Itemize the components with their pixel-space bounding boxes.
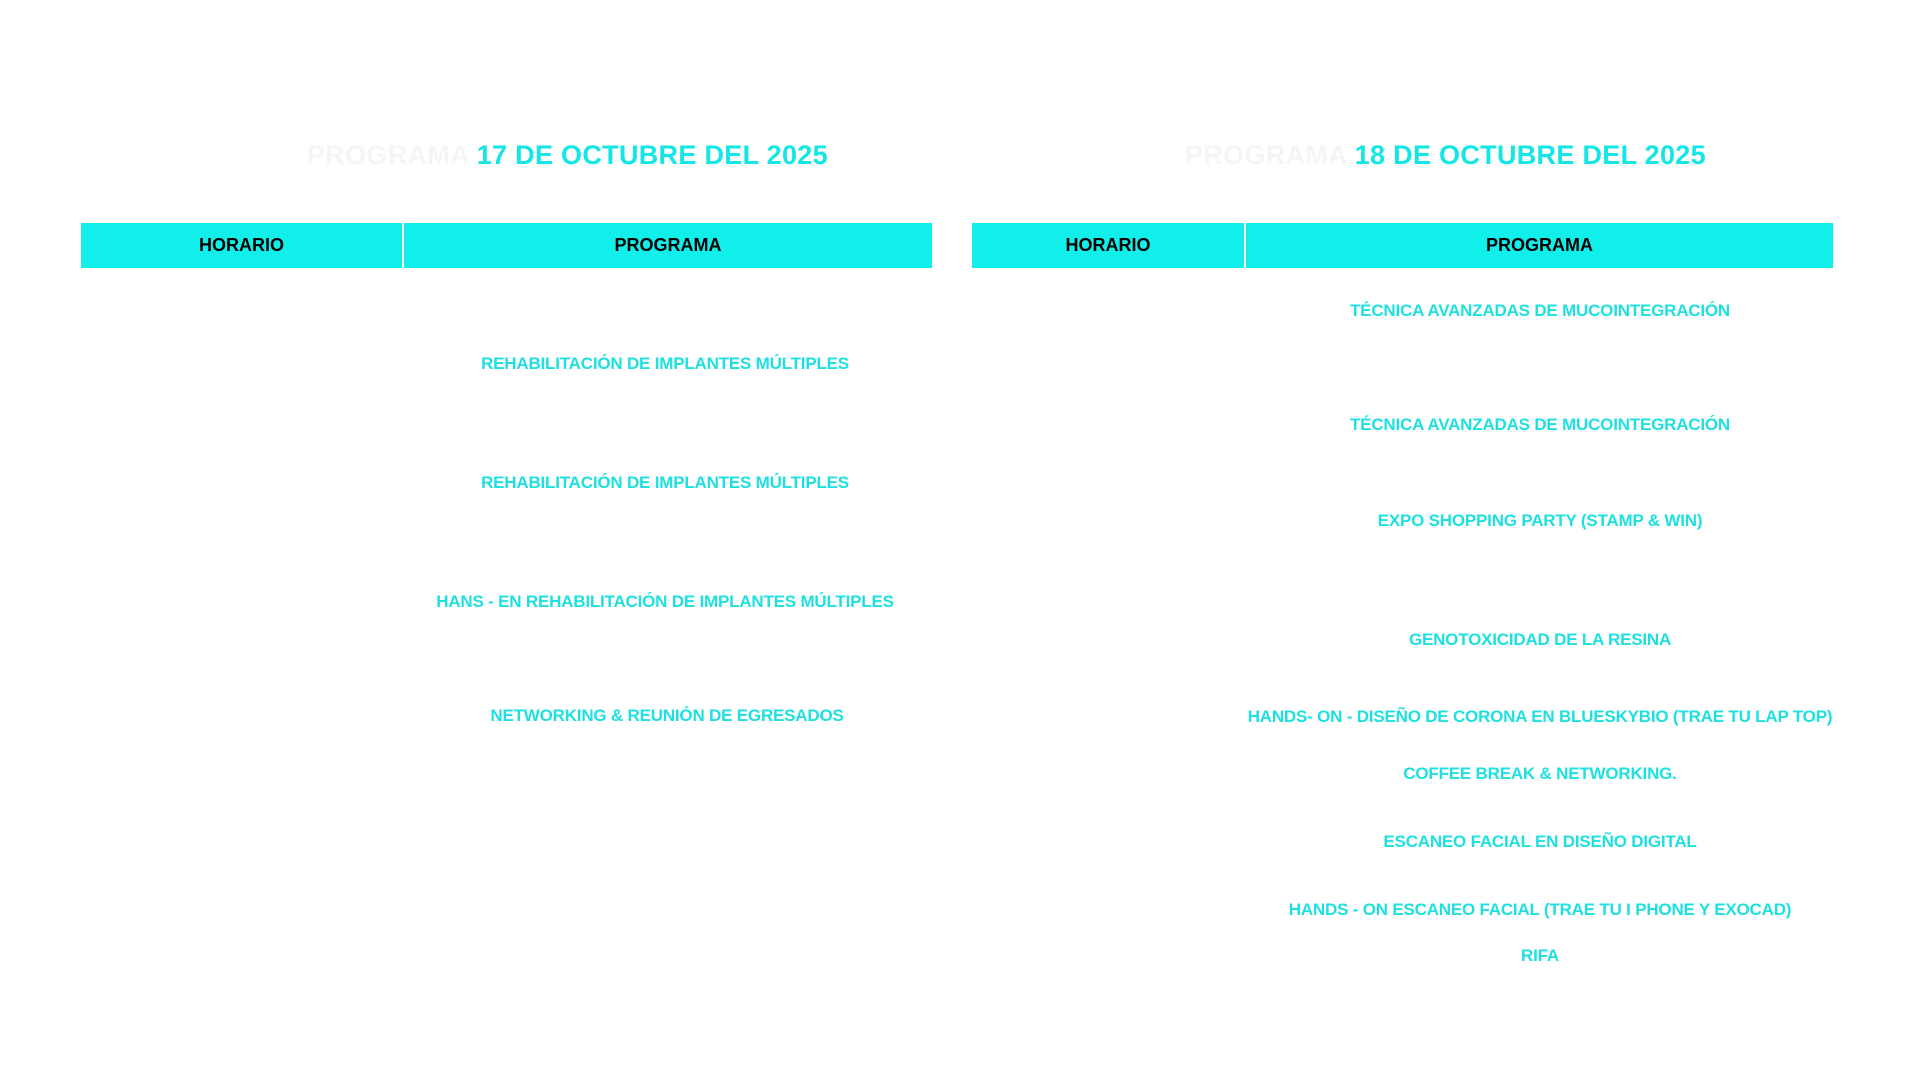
day2-entry: COFFEE BREAK & NETWORKING. [1403, 764, 1677, 783]
day1-header-programa: PROGRAMA [403, 223, 932, 268]
day2-entry: TÉCNICA AVANZADAS DE MUCOINTEGRACIÓN [1349, 415, 1731, 434]
day2-entry: HANDS - ON ESCANEO FACIAL (TRAE TU I PHONE Y EXOCAD) [1288, 900, 1792, 919]
day2-entry: EXPO SHOPPING PARTY (STAMP & WIN) [1377, 511, 1703, 530]
day2-entry: HANDS- ON - DISEÑO DE CORONA EN BLUESKYBIO (TRAE TU LAP TOP) [1247, 707, 1833, 726]
day2-entry: GENOTOXICIDAD DE LA RESINA [1408, 630, 1672, 649]
day1-entry: HANS - EN REHABILITACIÓN DE IMPLANTES MÚLTIPLES [436, 592, 894, 611]
day2-title-prefix: PROGRAMA [1185, 140, 1347, 170]
day1-title-prefix: PROGRAMA [307, 140, 469, 170]
day1-entry: REHABILITACIÓN DE IMPLANTES MÚLTIPLES [481, 473, 849, 492]
day2-title [1185, 140, 1706, 171]
day2-title-date: 18 DE OCTUBRE DEL 2025 [1354, 140, 1706, 170]
day2-entry: RIFA [1521, 946, 1559, 965]
day2-schedule-table [972, 223, 1833, 268]
day1-header-horario: HORARIO [81, 223, 403, 268]
day1-title-date: 17 DE OCTUBRE DEL 2025 [476, 140, 828, 170]
day1-entry: NETWORKING & REUNIÓN DE EGRESADOS [490, 706, 844, 725]
day2-header-horario: HORARIO [972, 223, 1245, 268]
day1-schedule-table [81, 223, 932, 268]
day1-entry: REHABILITACIÓN DE IMPLANTES MÚLTIPLES [481, 354, 849, 373]
day1-title [307, 140, 828, 171]
day2-header-programa: PROGRAMA [1245, 223, 1833, 268]
day2-entry: ESCANEO FACIAL EN DISEÑO DIGITAL [1383, 832, 1697, 851]
day2-entry: TÉCNICA AVANZADAS DE MUCOINTEGRACIÓN [1349, 301, 1731, 320]
